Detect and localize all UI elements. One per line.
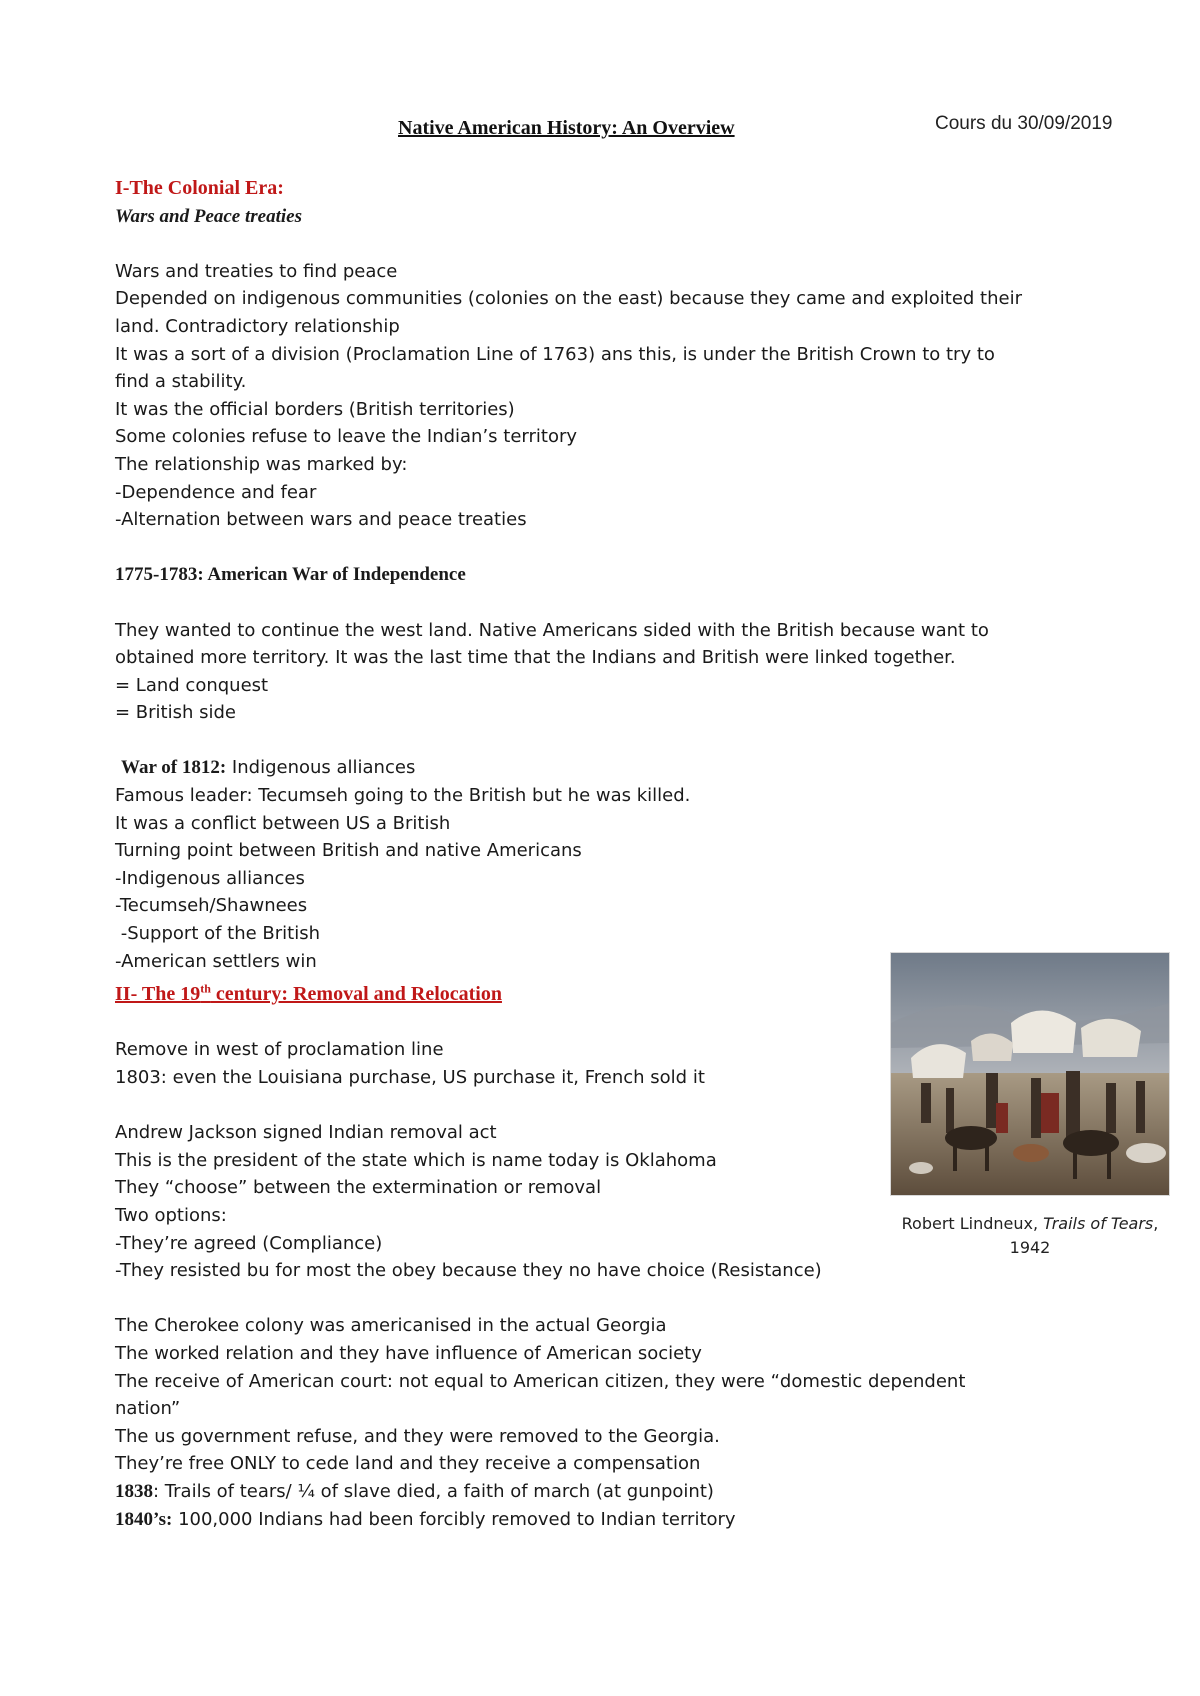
text-line: land. Contradictory relationship	[115, 315, 400, 337]
text-line: The receive of American court: not equal to American citizen, they were “domestic dependent	[115, 1370, 966, 1392]
caption-year: , 1942	[1009, 1214, 1159, 1257]
text-line: find a stability.	[115, 371, 247, 393]
item-1838-text: : Trails of tears/ ¼ of slave died, a faith of march (at gunpoint)	[153, 1480, 714, 1502]
text-line: -Indigenous alliances	[115, 867, 305, 889]
section-heading-colonial-era: I-The Colonial Era:	[115, 177, 284, 199]
text-line: -They resisted bu for most the obey because they no have choice (Resistance)	[115, 1260, 822, 1282]
text-line: They’re free ONLY to cede land and they receive a compensation	[115, 1453, 701, 1475]
text-line: Andrew Jackson signed Indian removal act	[115, 1122, 497, 1144]
item-1838	[115, 1478, 1075, 1506]
text-line: Some colonies refuse to leave the Indian’s territory	[115, 426, 578, 448]
caption-title: Trails of Tears	[1043, 1214, 1154, 1233]
text-line: This is the president of the state which is name today is Oklahoma	[115, 1149, 717, 1171]
text-line: -Alternation between wars and peace treaties	[115, 509, 527, 531]
painting-caption	[900, 1212, 1160, 1260]
text-line: 1803: even the Louisiana purchase, US purchase it, French sold it	[115, 1067, 705, 1088]
item-1840s-text: 100,000 Indians had been forcibly removed to Indian territory	[172, 1508, 736, 1530]
text-line: Wars and treaties to find peace	[115, 260, 398, 282]
text-line: -American settlers win	[115, 950, 317, 972]
item-1838-label: 1838	[115, 1480, 153, 1502]
document-title: Native American History: An Overview	[398, 117, 735, 139]
text-line: Two options:	[115, 1204, 227, 1226]
heading-part: century: Removal and Relocation	[210, 983, 502, 1006]
text-line: -They’re agreed (Compliance)	[115, 1232, 383, 1254]
text-line: -Support of the British	[115, 923, 321, 945]
text-line: It was the official borders (British territories)	[115, 398, 515, 420]
text-line: Depended on indigenous communities (colonies on the east) because they came and exploited their	[115, 288, 1022, 310]
war-1812-label: War of 1812:	[121, 757, 227, 779]
text-line: Remove in west of proclamation line	[115, 1039, 444, 1061]
war-1812-line	[115, 754, 1075, 782]
text-line: obtained more territory. It was the last time that the Indians and British were linked together.	[115, 647, 956, 669]
document-body	[115, 175, 1075, 1533]
section-heading-19th-century	[115, 983, 502, 1005]
text-line: = British side	[115, 702, 236, 724]
trail-of-tears-painting	[890, 952, 1170, 1196]
text-line: nation”	[115, 1398, 181, 1420]
item-1840s-label: 1840’s:	[115, 1508, 173, 1530]
text-line: The worked relation and they have influence of American society	[115, 1342, 702, 1364]
text-line: = Land conquest	[115, 674, 269, 696]
section-subtitle: Wars and Peace treaties	[115, 205, 302, 227]
text-line: -Dependence and fear	[115, 481, 317, 503]
text-line: Turning point between British and native Americans	[115, 840, 582, 862]
caption-author: Robert Lindneux,	[901, 1214, 1044, 1233]
text-line: It was a sort of a division (Proclamation Line of 1763) ans this, is under the British Crown to try to	[115, 343, 995, 365]
heading-war-of-independence: 1775-1783: American War of Independence	[115, 564, 466, 586]
text-line: Famous leader: Tecumseh going to the British but he was killed.	[115, 785, 691, 807]
heading-part: II- The 19	[115, 983, 201, 1006]
war-1812-text: Indigenous alliances	[226, 757, 416, 779]
item-1840s	[115, 1506, 1075, 1534]
text-line: They wanted to continue the west land. Native Americans sided with the British because want to	[115, 619, 989, 641]
heading-superscript: th	[200, 981, 211, 996]
text-line: It was a conflict between US a British	[115, 812, 451, 834]
text-line: They “choose” between the extermination or removal	[115, 1177, 602, 1199]
text-line: The us government refuse, and they were removed to the Georgia.	[115, 1425, 720, 1447]
text-line: The Cherokee colony was americanised in the actual Georgia	[115, 1315, 667, 1337]
course-date: Cours du 30/09/2019	[935, 113, 1113, 134]
text-line: -Tecumseh/Shawnees	[115, 895, 308, 917]
painting-illustration	[891, 953, 1169, 1195]
text-line: The relationship was marked by:	[115, 453, 408, 475]
